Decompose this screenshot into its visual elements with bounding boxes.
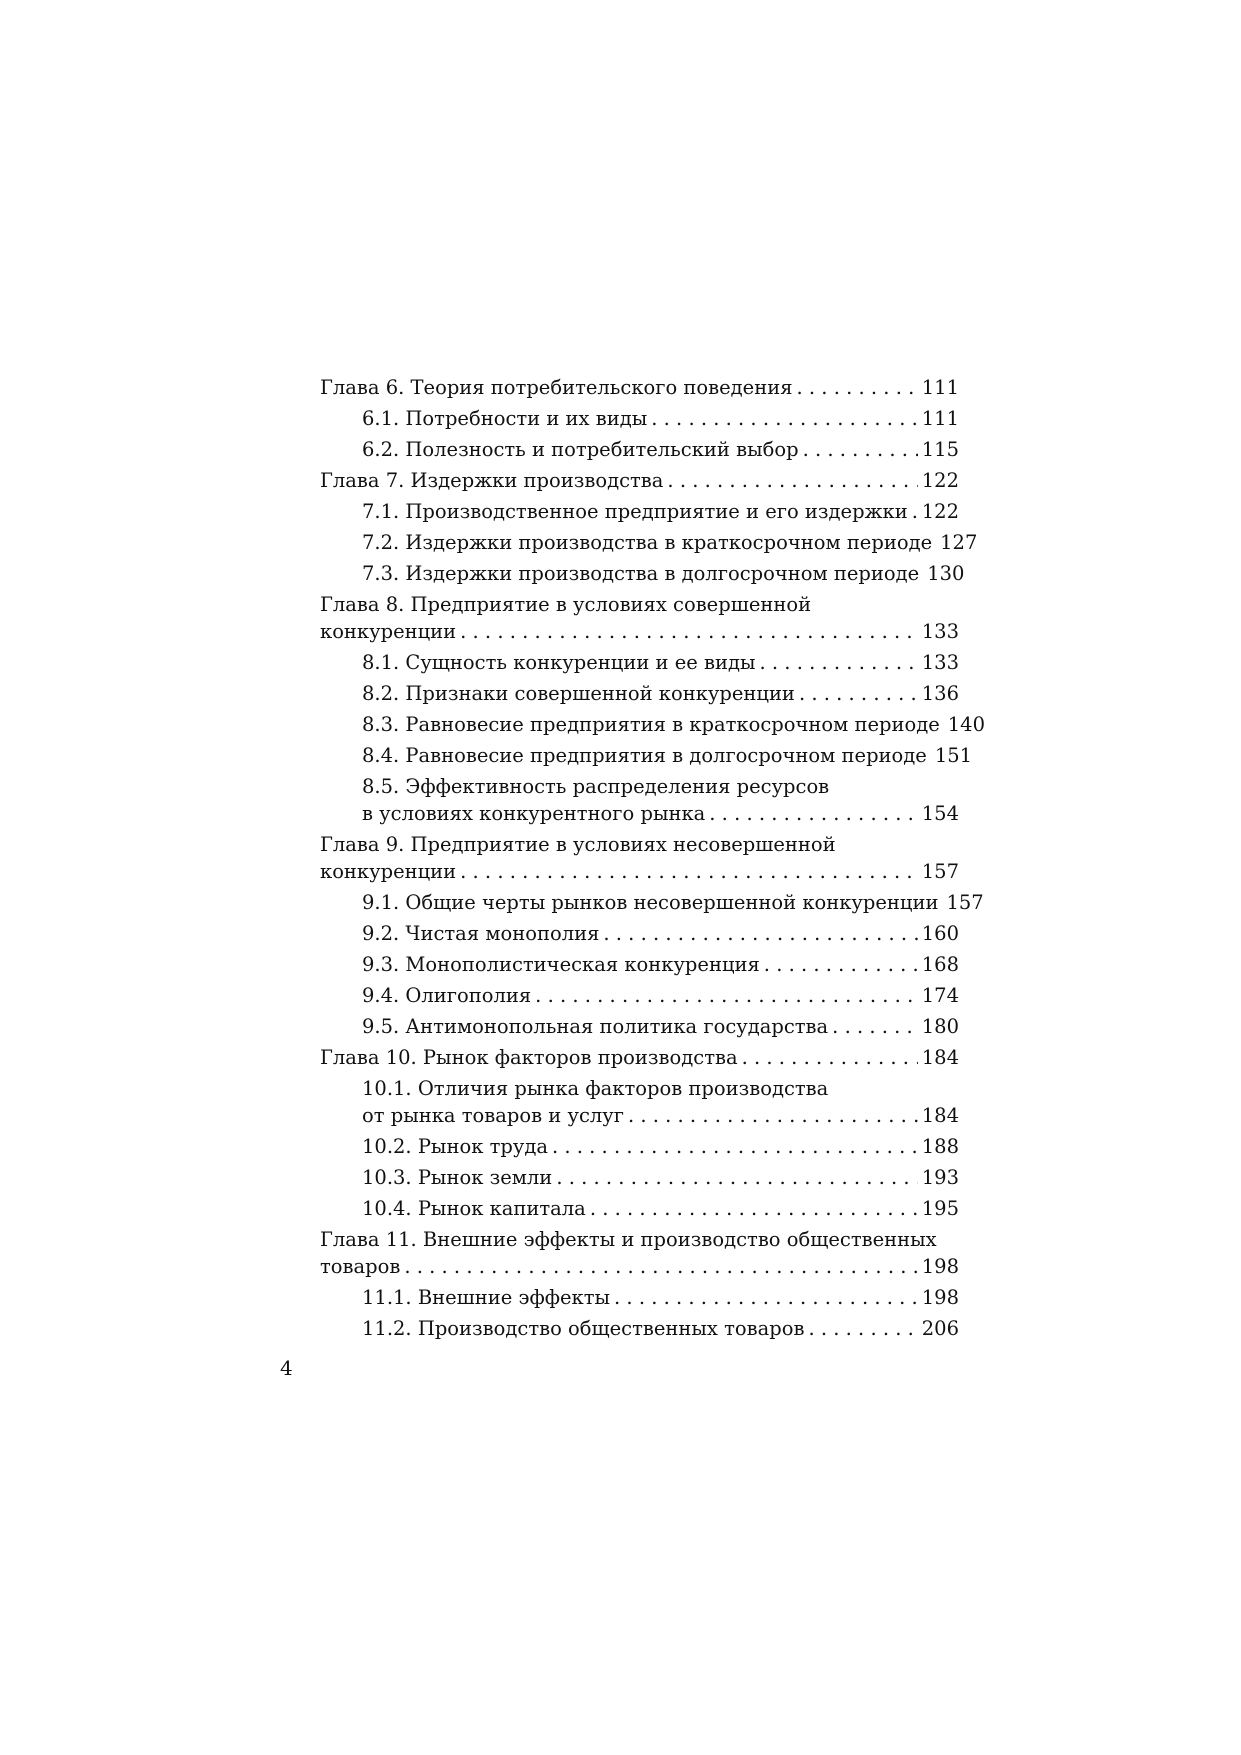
dot-leader [651, 405, 918, 432]
toc-entry-title: 11.2. Производство общественных товаров [362, 1317, 805, 1340]
toc-entry-title: 9.5. Антимонопольная политика государства [362, 1015, 829, 1038]
toc-entry-title-first-line: Глава 8. Предприятие в условиях совершенной [320, 593, 812, 616]
toc-section-entry [320, 773, 959, 827]
toc-chapter-entry [320, 374, 959, 401]
toc-chapter-entry [320, 467, 959, 494]
toc-entry-page: 206 [921, 1317, 959, 1340]
toc-entry-page: 136 [921, 682, 959, 705]
dot-leader [460, 858, 918, 885]
toc-entry-title-first-line: Глава 9. Предприятие в условиях несовершенной [320, 833, 836, 856]
toc-section-entry [320, 1284, 959, 1311]
toc-entry-page: 151 [934, 744, 973, 767]
toc-entry-line [362, 1102, 959, 1129]
toc-entry-line [362, 1284, 959, 1311]
toc-entry-line [362, 529, 978, 556]
toc-entry-title: 11.1. Внешние эффекты [362, 1286, 611, 1309]
dot-leader [603, 920, 917, 947]
toc-entry-title: товаров [320, 1255, 401, 1278]
toc-entry-page: 111 [921, 376, 959, 399]
toc-section-entry [320, 889, 984, 916]
dot-leader [760, 649, 918, 676]
dot-leader [628, 1102, 918, 1129]
dot-leader [803, 436, 918, 463]
toc-entry-line [362, 1013, 959, 1040]
toc-entry-line [362, 405, 959, 432]
toc-entry-page: 188 [921, 1135, 959, 1158]
toc-entry-line [320, 618, 959, 645]
toc-entry-title: Глава 7. Издержки производства [320, 469, 664, 492]
toc-section-entry [320, 1164, 959, 1191]
toc-entry-page: 168 [921, 953, 959, 976]
toc-entry-page: 160 [921, 922, 959, 945]
toc-entry-title: конкуренции [320, 620, 457, 643]
toc-section-entry [320, 560, 965, 587]
dot-leader [797, 374, 918, 401]
toc-entry-line [362, 1315, 959, 1342]
toc-section-entry [320, 680, 959, 707]
toc-entry-line [362, 711, 985, 738]
toc-section-entry [320, 1315, 959, 1342]
toc-entry-title: 10.4. Рынок капитала [362, 1197, 586, 1220]
toc-entry-title: от рынка товаров и услуг [362, 1104, 624, 1127]
toc-section-entry [320, 742, 973, 769]
toc-entry-title-first-line: 8.5. Эффективность распределения ресурсов [362, 775, 830, 798]
dot-leader [535, 982, 918, 1009]
table-of-contents [320, 374, 985, 1346]
toc-section-entry [320, 711, 985, 738]
toc-entry-line [362, 560, 965, 587]
toc-entry-title: 6.2. Полезность и потребительский выбор [362, 438, 799, 461]
toc-section-entry [320, 982, 959, 1009]
toc-entry-title: 8.1. Сущность конкуренции и ее виды [362, 651, 756, 674]
dot-leader [552, 1133, 918, 1160]
dot-leader [709, 800, 917, 827]
toc-chapter-entry [320, 831, 959, 885]
toc-entry-page: 193 [921, 1166, 959, 1189]
dot-leader [590, 1195, 918, 1222]
toc-entry-page: 111 [921, 407, 959, 430]
toc-entry-title: 7.1. Производственное предприятие и его издержки [362, 500, 908, 523]
toc-entry-title: Глава 10. Рынок факторов производства [320, 1046, 738, 1069]
toc-entry-title: 10.3. Рынок земли [362, 1166, 553, 1189]
toc-entry-title-first-line: Глава 11. Внешние эффекты и производство общественных [320, 1228, 937, 1251]
toc-entry-title: в условиях конкурентного рынка [362, 802, 706, 825]
toc-entry-line [320, 374, 959, 401]
toc-entry-page: 154 [921, 802, 959, 825]
toc-section-entry [320, 1133, 959, 1160]
toc-entry-line [362, 1164, 959, 1191]
dot-leader [742, 1044, 918, 1071]
toc-entry-title: 7.3. Издержки производства в долгосрочном периоде [362, 562, 920, 585]
toc-section-entry [320, 529, 978, 556]
toc-entry-page: 140 [947, 713, 985, 736]
dot-leader [832, 1013, 918, 1040]
toc-entry-page: 184 [921, 1046, 959, 1069]
toc-entry-title: 8.2. Признаки совершенной конкуренции [362, 682, 795, 705]
toc-entry-page: 127 [940, 531, 978, 554]
toc-entry-page: 184 [921, 1104, 959, 1127]
toc-entry-page: 122 [921, 469, 959, 492]
toc-entry-page: 157 [946, 891, 984, 914]
toc-entry-title: 7.2. Издержки производства в краткосрочном периоде [362, 531, 933, 554]
toc-entry-title: 8.3. Равновесие предприятия в краткосрочном периоде [362, 713, 940, 736]
toc-entry-page: 195 [921, 1197, 959, 1220]
dot-leader [912, 498, 918, 525]
toc-section-entry [320, 1075, 959, 1129]
toc-section-entry [320, 498, 959, 525]
toc-entry-page: 130 [927, 562, 965, 585]
toc-entry-page: 157 [921, 860, 959, 883]
toc-entry-line [320, 1044, 959, 1071]
dot-leader [614, 1284, 918, 1311]
toc-entry-page: 133 [921, 651, 959, 674]
toc-entry-line [362, 951, 959, 978]
toc-section-entry [320, 1195, 959, 1222]
toc-section-entry [320, 436, 959, 463]
dot-leader [808, 1315, 917, 1342]
toc-entry-line [320, 858, 959, 885]
toc-entry-page: 198 [921, 1255, 959, 1278]
toc-entry-line [362, 649, 959, 676]
toc-entry-line [362, 436, 959, 463]
toc-entry-line [362, 498, 959, 525]
dot-leader [460, 618, 918, 645]
dot-leader [799, 680, 918, 707]
toc-entry-title: 8.4. Равновесие предприятия в долгосрочном периоде [362, 744, 927, 767]
page-number: 4 [280, 1356, 293, 1380]
toc-entry-line [362, 889, 984, 916]
toc-entry-line [362, 1195, 959, 1222]
toc-entry-title: 6.1. Потребности и их виды [362, 407, 648, 430]
toc-entry-title: 9.3. Монополистическая конкуренция [362, 953, 760, 976]
toc-section-entry [320, 920, 959, 947]
toc-entry-title: Глава 6. Теория потребительского поведения [320, 376, 793, 399]
toc-entry-line [320, 1253, 959, 1280]
toc-entry-title: 10.2. Рынок труда [362, 1135, 548, 1158]
toc-entry-line [362, 920, 959, 947]
toc-entry-page: 115 [921, 438, 959, 461]
toc-entry-page: 198 [921, 1286, 959, 1309]
toc-entry-page: 180 [921, 1015, 959, 1038]
toc-entry-title: 9.4. Олигополия [362, 984, 532, 1007]
toc-section-entry [320, 1013, 959, 1040]
toc-entry-line [320, 467, 959, 494]
toc-entry-line [362, 982, 959, 1009]
toc-entry-title-first-line: 10.1. Отличия рынка факторов производства [362, 1077, 829, 1100]
toc-entry-line [362, 742, 973, 769]
dot-leader [404, 1253, 917, 1280]
dot-leader [667, 467, 917, 494]
toc-entry-title: 9.2. Чистая монополия [362, 922, 600, 945]
toc-entry-line [362, 680, 959, 707]
toc-entry-title: конкуренции [320, 860, 457, 883]
toc-entry-page: 122 [921, 500, 959, 523]
dot-leader [764, 951, 918, 978]
toc-chapter-entry [320, 591, 959, 645]
toc-entry-page: 174 [921, 984, 959, 1007]
toc-section-entry [320, 649, 959, 676]
toc-entry-line [362, 800, 959, 827]
dot-leader [556, 1164, 917, 1191]
toc-section-entry [320, 405, 959, 432]
toc-chapter-entry [320, 1226, 959, 1280]
toc-entry-line [362, 1133, 959, 1160]
toc-section-entry [320, 951, 959, 978]
toc-entry-title: 9.1. Общие черты рынков несовершенной конкуренции [362, 891, 939, 914]
toc-chapter-entry [320, 1044, 959, 1071]
toc-entry-page: 133 [921, 620, 959, 643]
